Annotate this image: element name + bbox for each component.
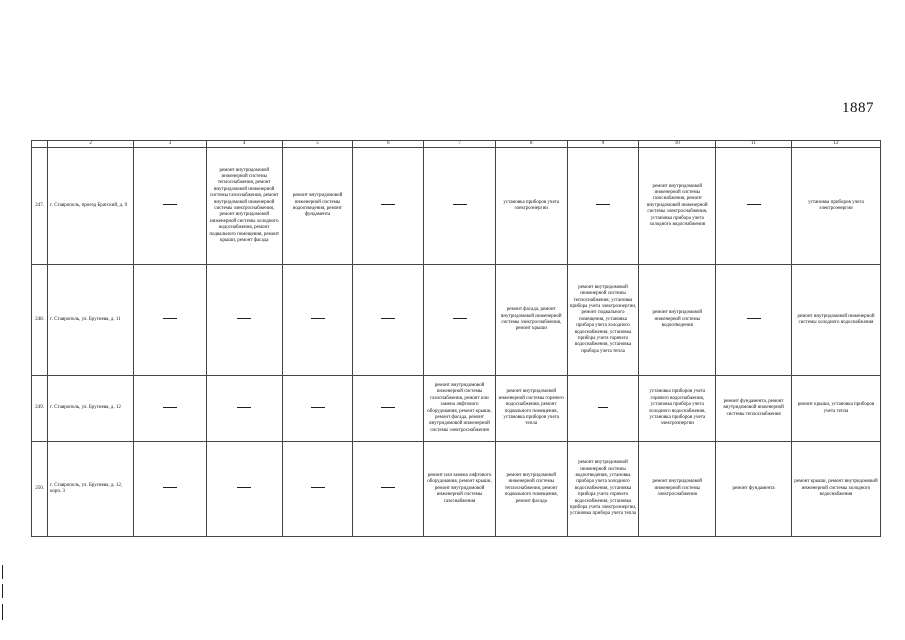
column-number-cell: 8 [495,141,567,148]
dash-mark [311,487,325,488]
dash-mark [381,407,395,408]
table-row [32,148,881,265]
table-cell: установка приборов учета горячего водоснабжения, установка прибора учета холодного водоснабжения, установка приборов учета электроэнергии [639,376,716,442]
dash-mark [163,204,177,205]
table-cell: ремонт крыши, установка приборов учета тепла [791,376,880,442]
table-cell: ремонт внутридомовой инженерной системы холодного водоснабжения [791,265,880,376]
dash-cell [353,442,424,537]
dash-mark [596,204,610,205]
table-cell: ремонт внутридомовой инженерной системы газоснабжения, ремонт внутридомовой инженерной системы электроснабжения, установка прибора учета холодного водоснабжения [639,148,716,265]
dash-cell [134,376,207,442]
table-cell: установка приборов учета электроэнергии [495,148,567,265]
dash-mark [747,204,761,205]
dash-cell [353,376,424,442]
repair-schedule-table [31,140,881,537]
dash-mark [163,487,177,488]
dash-cell [206,442,282,537]
dash-mark [311,318,325,319]
address-cell: г. Ставрополь, ул. Бруснева, д. 12, корп. 3 [48,442,134,537]
dash-cell [353,148,424,265]
dash-mark [381,204,395,205]
table-cell: ремонт фундамента, ремонт внутридомовой инженерной системы теплоснабжения [716,376,792,442]
margin-binding-mark [2,565,3,579]
column-number-row [32,141,881,148]
table-cell: ремонт внутридомовой инженерной системы водоотведения, ремонт фундамента [282,148,353,265]
table-cell: ремонт внутридомовой инженерной системы горячего водоснабжения, ремонт подвального помещения, установка приборов учета тепла [495,376,567,442]
dash-mark [163,407,177,408]
table-cell: ремонт или замена лифтового оборудования, ремонт крыши, ремонт внутридомовой инженерной системы газоснабжения [424,442,496,537]
table-row [32,376,881,442]
table-cell: ремонт внутридомовой инженерной системы теплоснабжения, ремонт внутридомовой инженерной системы газоснабжения, ремонт внутридомовой инженерной системы электроснабжения, ремонт внутридомовой инженерной системы холодного водоснабжения, ремонт подвального помещения, ремонт крыши, ремонт фасада [206,148,282,265]
dash-cell [282,376,353,442]
column-number-cell: 7 [424,141,496,148]
table-cell: ремонт внутридомовой инженерной системы водоотведения [639,265,716,376]
table-cell: ремонт внутридомовой инженерной системы теплоснабжения, ремонт подвального помещения, ремонт фасада [495,442,567,537]
column-number-cell: 9 [567,141,639,148]
dash-cell [206,265,282,376]
column-number-cell: 6 [353,141,424,148]
dash-cell [424,265,496,376]
dash-mark [311,407,325,408]
dash-cell [134,148,207,265]
column-number-cell: 2 [48,141,134,148]
dash-cell [716,265,792,376]
address-cell: г. Ставрополь, проезд Братский, д. 9 [48,148,134,265]
column-number-cell: 11 [716,141,792,148]
page-number: 1887 [842,100,874,116]
row-number: 247. [32,148,48,265]
dash-mark [163,318,177,319]
dash-cell [206,376,282,442]
dash-cell [282,442,353,537]
dash-cell [134,265,207,376]
dash-cell [716,148,792,265]
dash-mark [453,318,467,319]
table-cell: ремонт внутридомовой инженерной системы газоснабжения, ремонт или замена лифтового оборудования, ремонт крыши, ремонт фасада, ремонт внутридомовой инженерной системы электроснабжения [424,376,496,442]
column-number-cell: 12 [791,141,880,148]
dash-cell [134,442,207,537]
dash-mark [598,407,608,408]
dash-mark [381,318,395,319]
table-row [32,442,881,537]
dash-mark [237,318,251,319]
dash-cell [567,376,639,442]
column-number-cell: 10 [639,141,716,148]
dash-cell [567,148,639,265]
dash-mark [453,204,467,205]
column-number-cell [32,141,48,148]
column-number-cell: 3 [134,141,207,148]
dash-mark [747,318,761,319]
address-cell: г. Ставрополь, ул. Бруснева, д. 12 [48,376,134,442]
dash-cell [282,265,353,376]
dash-mark [381,487,395,488]
row-number: 250. [32,442,48,537]
margin-binding-mark [2,584,3,598]
table-cell: ремонт внутридомовой инженерной системы теплоснабжения, установка прибора учета электроэнергии, ремонт подвального помещения, установка прибора учета холодного водоснабжения, установка прибора учета горячего водоснабжения, установка прибора учета тепла [567,265,639,376]
table-cell: ремонт крыши, ремонт внутридомовой инженерной системы холодного водоснабжения [791,442,880,537]
row-number: 248. [32,265,48,376]
dash-mark [237,407,251,408]
address-cell: г. Ставрополь, ул. Бруснева, д. 11 [48,265,134,376]
table-cell: установка приборов учета электроэнергии [791,148,880,265]
dash-cell [353,265,424,376]
dash-cell [424,148,496,265]
table-cell: ремонт фасада, ремонт внутридомовой инженерной системы электроснабжения, ремонт крыши [495,265,567,376]
table-cell: ремонт внутридомовой инженерной системы электроснабжения [639,442,716,537]
table-row [32,265,881,376]
row-number: 249. [32,376,48,442]
table-cell: ремонт фундамента [716,442,792,537]
column-number-cell: 5 [282,141,353,148]
margin-binding-mark [2,604,3,620]
table-cell: ремонт внутридомовой инженерной системы водоотведения, установка прибора учета холодного водоснабжения, установка прибора учета горячего водоснабжения, установка прибора учета электроэнергии, установка прибора учета тепла [567,442,639,537]
dash-mark [237,487,251,488]
column-number-cell: 4 [206,141,282,148]
